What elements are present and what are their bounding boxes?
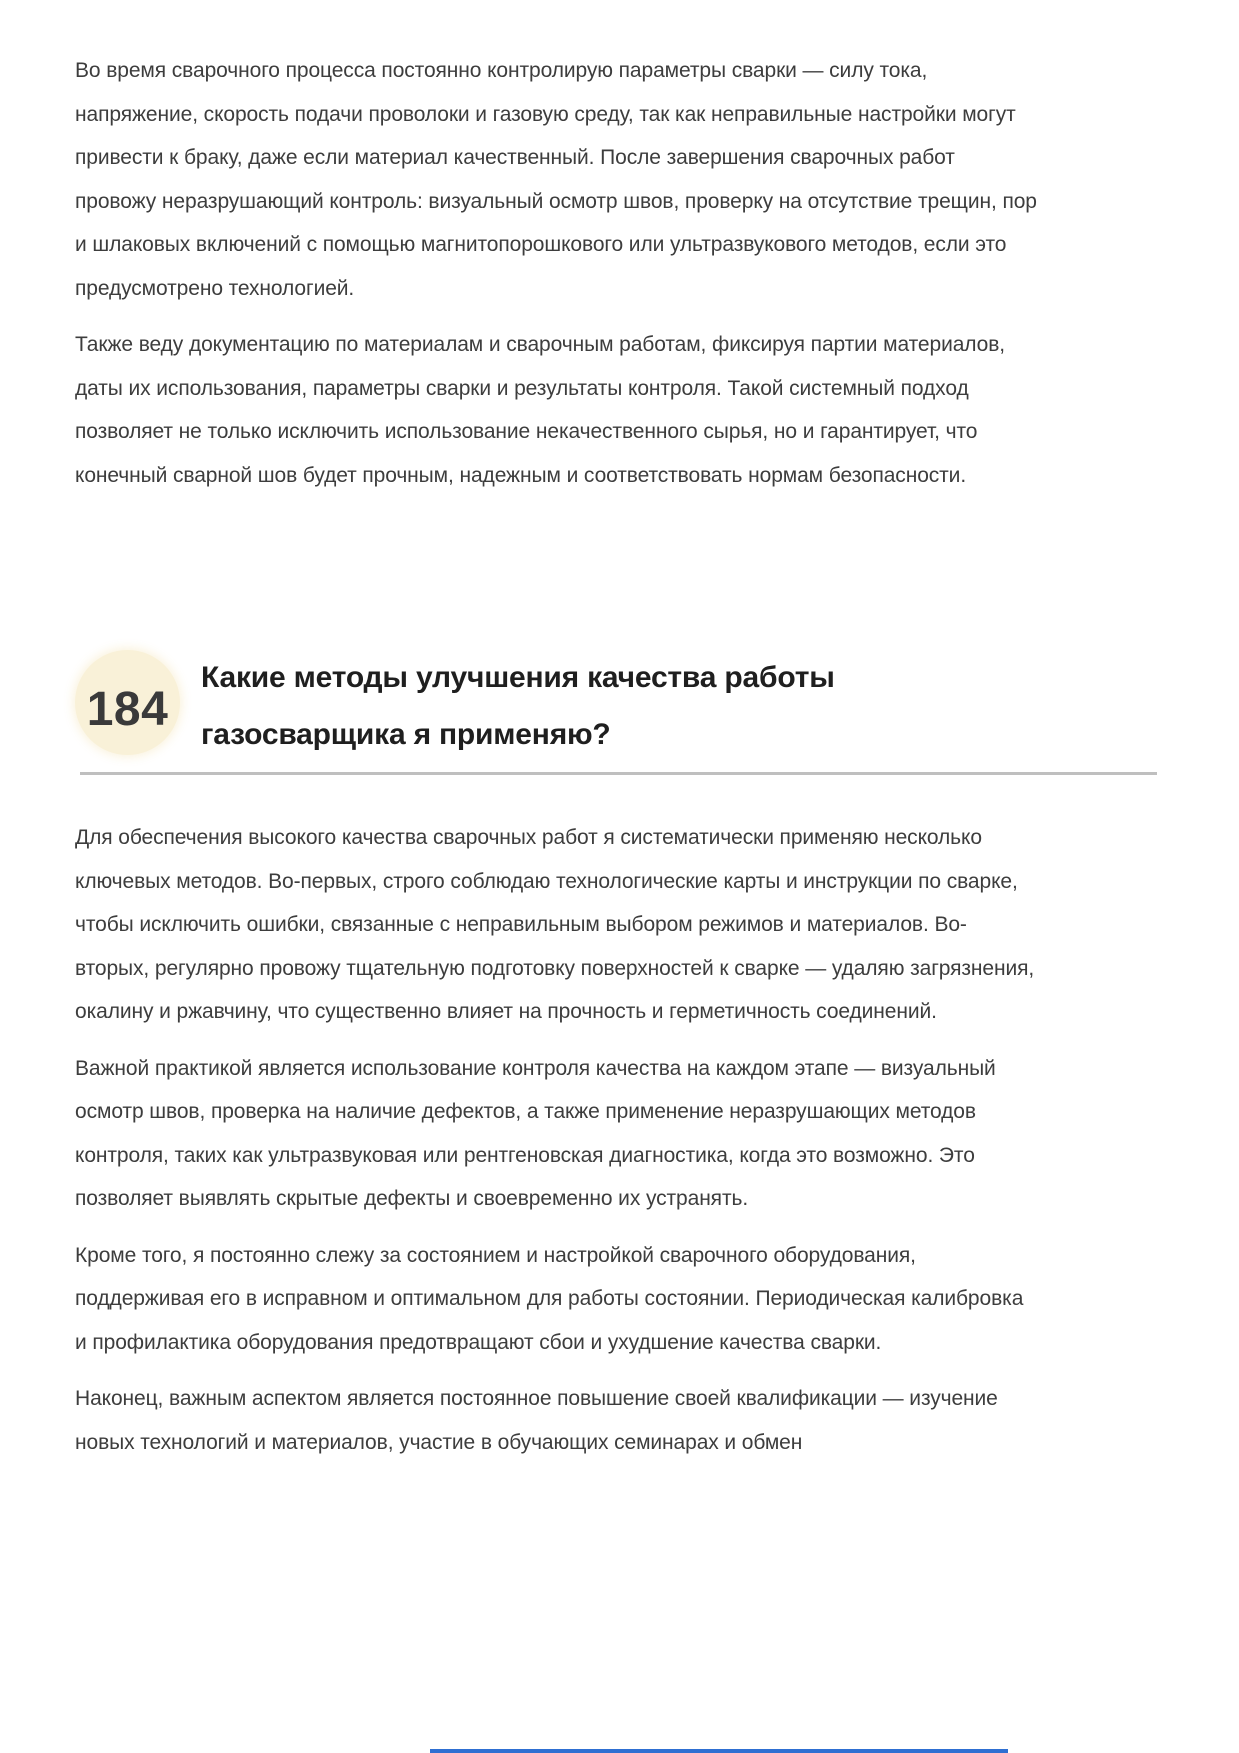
question-number-badge — [75, 650, 180, 755]
paragraph: Важной практикой является использование контроля качества на каждом этапе — визуальный осмотр швов, проверка на наличие дефектов, а также применение неразрушающих методов контроля, таких как ультразвуковая или рентгеновская диагностика, когда это возможно. Это позволяет выявлять скрытые дефекты и своевременно их устранять. — [75, 1056, 996, 1210]
paragraph: Для обеспечения высокого качества сварочных работ я систематически применяю несколько ключевых методов. Во-первых, строго соблюдаю технологические карты и инструкции по сварке, чтобы исключить ошибки, связанные с неправильным выбором режимов и материалов. Во-вторых, регулярно провожу тщательную подготовку поверхностей к сварке — удаляю загрязнения, окалину и ржавчину, что существенно влияет на прочность и герметичность соединений. — [75, 826, 1035, 1023]
paragraph: Во время сварочного процесса постоянно контролирую параметры сварки — силу тока, напряжение, скорость подачи проволоки и газовую среду, так как неправильные настройки могут привести к браку, даже если материал качественный. После завершения сварочных работ провожу неразрушающий контроль: визуальный осмотр швов, проверку на отсутствие трещин, пор и шлаковых включений с помощью магнитопорошкового или ультразвукового методов, если это предусмотрено технологией. — [75, 59, 1037, 300]
question-title-line: газосварщика я применяю? — [201, 718, 611, 751]
question-header — [75, 649, 1040, 763]
question-title — [201, 649, 835, 763]
bottom-accent-bar — [430, 1749, 1008, 1753]
question-title-line: Какие методы улучшения качества работы — [201, 661, 835, 694]
paragraph: Наконец, важным аспектом является постоянное повышение своей квалификации — изучение новых технологий и материалов, участие в обучающих семинарах и обмен — [75, 1387, 998, 1454]
answer-section — [0, 775, 1239, 1464]
intro-section — [0, 0, 1239, 763]
paragraph: Кроме того, я постоянно слежу за состоянием и настройкой сварочного оборудования, поддерживая его в исправном и оптимальном для работы состоянии. Периодическая калибровка и профилактика оборудования предотвращают сбои и ухудшение качества сварки. — [75, 1243, 1024, 1354]
question-number: 184 — [86, 683, 169, 736]
paragraph: Также веду документацию по материалам и сварочным работам, фиксируя партии материалов, даты их использования, параметры сварки и результаты контроля. Такой системный подход позволяет не только исключить использование некачественного сырья, но и гарантирует, что конечный сварной шов будет прочным, надежным и соответствовать нормам безопасности. — [75, 333, 1006, 487]
